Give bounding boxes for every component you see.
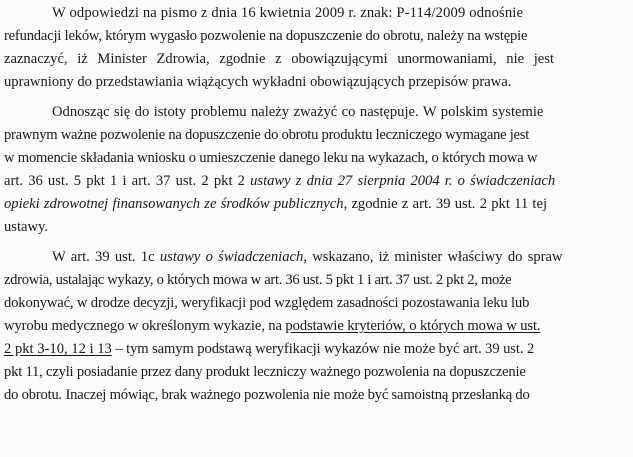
paragraph-2-line-3	[4, 149, 537, 167]
paragraph-3-line-4-text-a: wyrobu medycznego w określonym wykazie, na	[4, 318, 286, 334]
paragraph-3-line-4	[4, 317, 540, 335]
paragraph-2-line-3-text: w momencie składania wniosku o umieszczenie danego leku na wykazach, o których mowa w	[4, 150, 538, 166]
paragraph-3-line-7-text: do obrotu. Inaczej mówiąc, brak ważnego pozwolenia nie może być samoistną przesłanką do	[4, 387, 530, 403]
paragraph-3-line-1-text-b: ustawy o świadczeniach	[159, 249, 304, 265]
paragraph-2-line-1-text: Odnosząc się do istoty problemu należy zważyć co następuje. W polskim systemie	[52, 104, 544, 120]
paragraph-1-line-2-text: refundacji leków, którym wygasło pozwolenie na dopuszczenie do obrotu, należy na wstępie	[4, 28, 528, 44]
paragraph-3-line-3-text: dokonywać, w drodze decyzji, weryfikacji pod względem zasadności pozostawania leku lub	[4, 295, 530, 311]
paragraph-1-line-4-text: uprawniony do przedstawiania wiążących wykładni obowiązujących przepisów prawa.	[4, 74, 512, 90]
paragraph-1-line-3-text: zaznaczyć, iż Minister Zdrowia, zgodnie z obowiązującymi unormowaniami, nie jest	[4, 51, 555, 67]
paragraph-2-line-4-text-a: art. 36 ust. 5 pkt 1 i art. 37 ust. 2 pkt 2	[4, 173, 251, 189]
underlined-points-reference: 2 pkt 3-10, 12 i 13	[4, 341, 112, 357]
paragraph-3-line-2	[4, 271, 511, 289]
paragraph-3-line-2-text: zdrowia, ustalając wykazy, o których mowa w art. 36 ust. 5 pkt 1 i art. 37 ust. 2 pkt 2, może	[4, 272, 512, 288]
paragraph-1-line-2	[4, 27, 628, 45]
paragraph-3-line-6-text: pkt 11, czyli posiadanie przez dany produkt leczniczy ważnego pozwolenia na dopuszczenie	[4, 364, 526, 380]
underlined-criteria-reference: podstawie kryteriów, o których mowa w ust.	[285, 318, 541, 334]
paragraph-3-line-7	[4, 386, 530, 404]
paragraph-2-line-5-text-b: , zgodnie z art. 39 ust. 2 pkt 11 tej	[343, 196, 548, 212]
paragraph-2-line-5-text-a: opieki zdrowotnej finansowanych ze środków publicznych	[4, 196, 344, 212]
paragraph-2-line-5	[4, 195, 547, 213]
paragraph-3-line-5	[4, 340, 534, 358]
paragraph-3-line-1-text-a: W art. 39 ust. 1c	[52, 249, 160, 265]
paragraph-2-line-6-text: ustawy.	[4, 219, 49, 235]
paragraph-1-line-4	[4, 73, 511, 91]
paragraph-2-line-4-text-b: ustawy z dnia 27 sierpnia 2004 r. o świadczeniach	[250, 173, 556, 189]
paragraph-3-line-6	[4, 363, 526, 381]
paragraph-3-line-1	[52, 248, 563, 266]
paragraph-2-line-6	[4, 218, 48, 236]
paragraph-1-line-1	[52, 4, 624, 22]
paragraph-2-line-4	[4, 172, 555, 190]
paragraph-2-line-2	[4, 126, 529, 144]
paragraph-3-line-1-text-c: , wskazano, iż minister właściwy do spraw	[303, 249, 563, 265]
paragraph-1-line-3	[4, 50, 628, 68]
paragraph-2-line-1	[52, 103, 543, 121]
paragraph-1-line-1-text: W odpowiedzi na pismo z dnia 16 kwietnia 2009 r. znak: P-114/2009 odnośnie	[52, 5, 524, 21]
paragraph-3-line-5-text-b: – tym samym podstawą weryfikacji wykazów nie może być art. 39 ust. 2	[111, 341, 535, 357]
paragraph-2-line-2-text: prawnym ważne pozwolenie na dopuszczenie do obrotu produktu leczniczego wymagane jest	[4, 127, 530, 143]
paragraph-3-line-3	[4, 294, 529, 312]
